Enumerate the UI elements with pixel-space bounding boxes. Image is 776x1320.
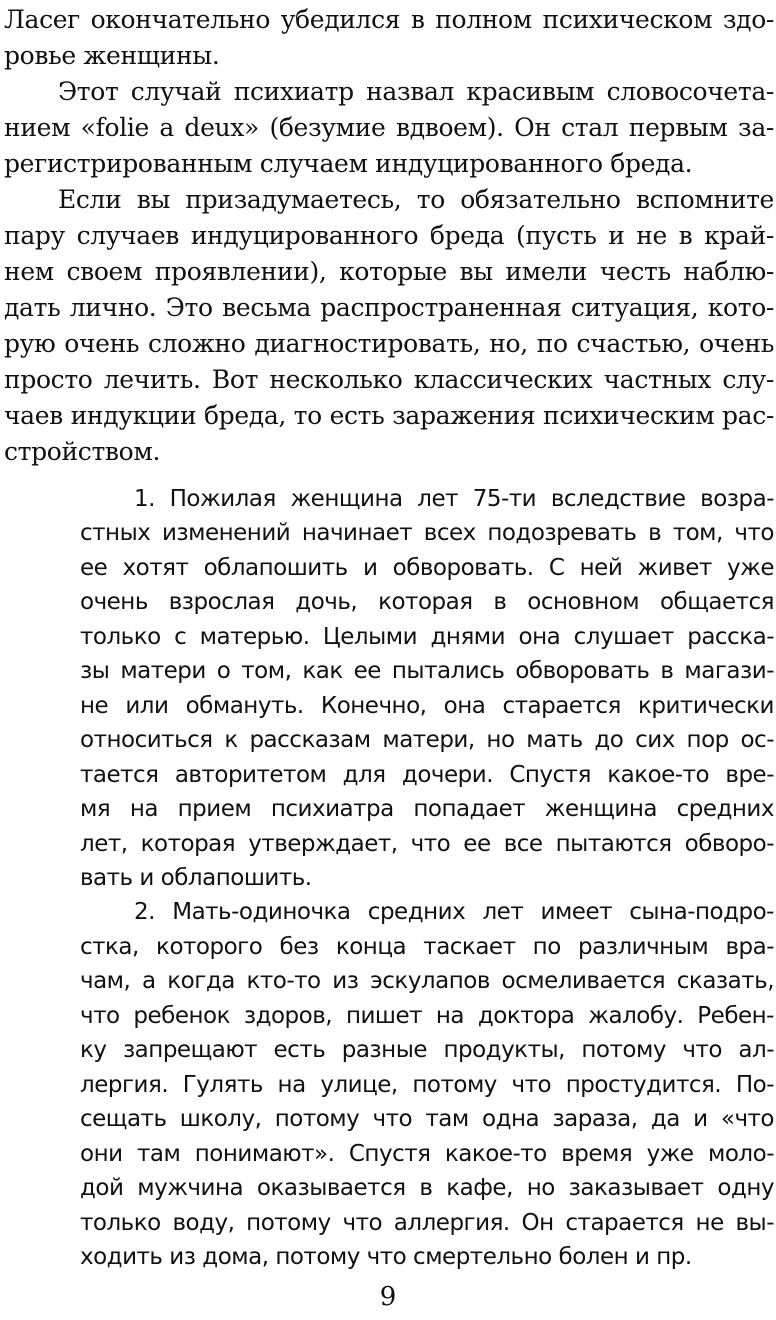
- text-line: относиться к рассказам матери, но мать до сих пор ос-: [80, 727, 774, 753]
- text-line: только воду, потому что аллергия. Он старается не вы-: [80, 1210, 774, 1236]
- text-line: дой мужчина оказывается в кафе, но заказывает одну: [80, 1175, 774, 1201]
- text-line: лергия. Гулять на улице, потому что простудится. По-: [80, 1072, 774, 1098]
- text-line: дать лично. Это весьма распространенная ситуация, кото-: [4, 293, 774, 322]
- text-line: ее хотят облапошить и обворовать. С ней живет уже: [80, 555, 774, 581]
- text-line: что ребенок здоров, пишет на доктора жалобу. Ребен-: [80, 1003, 774, 1029]
- text-line: лет, которая утверждает, что ее все пытаются обворо-: [80, 831, 774, 857]
- list-item-2-line: 2. Мать-одиночка средних лет имеет сына-подро-: [134, 899, 774, 925]
- text-line: мя на прием психиатра попадает женщина средних: [80, 796, 774, 822]
- text-line: стных изменений начинает всех подозревать в том, что: [80, 520, 774, 546]
- text-line: регистрированным случаем индуцированного бреда.: [4, 149, 693, 178]
- text-line: Если вы призадумаетесь, то обязательно вспомните: [58, 185, 774, 214]
- text-line: нием «folie a deux» (безумие вдвоем). Он стал первым за-: [4, 113, 774, 142]
- page-number: 9: [379, 1282, 397, 1312]
- text-line: они там понимают». Спустя какое-то время уже моло-: [80, 1141, 774, 1167]
- text-line: ку запрещают есть разные продукты, потому что ал-: [80, 1037, 774, 1063]
- text-line: сещать школу, потому что там одна зараза, да и «что: [80, 1106, 774, 1132]
- text-line: чаев индукции бреда, то есть заражения психическим рас-: [4, 401, 774, 430]
- text-line: вать и облапошить.: [80, 865, 312, 891]
- text-line: просто лечить. Вот несколько классических частных слу-: [4, 365, 774, 394]
- text-line: стройством.: [4, 437, 161, 466]
- text-line: стка, которого без конца таскает по различным вра-: [80, 934, 774, 960]
- text-line: очень взрослая дочь, которая в основном общается: [80, 589, 774, 615]
- text-line: зы матери о том, как ее пытались обворовать в магази-: [80, 658, 774, 684]
- text-line: чам, а когда кто-то из эскулапов осмеливается сказать,: [80, 968, 774, 994]
- text-line: тается авторитетом для дочери. Спустя какое-то вре-: [80, 762, 774, 788]
- text-line: только с матерью. Целыми днями она слушает расска-: [80, 624, 774, 650]
- text-line: Этот случай психиатр назвал красивым словосочета-: [58, 77, 774, 106]
- text-line: не или обмануть. Конечно, она старается критически: [80, 693, 774, 719]
- text-line: ровье женщины.: [4, 41, 220, 70]
- text-line: рую очень сложно диагностировать, но, по счастью, очень: [4, 329, 774, 358]
- text-line: пару случаев индуцированного бреда (пусть и не в край-: [4, 221, 774, 250]
- list-item-1-line: 1. Пожилая женщина лет 75-ти вследствие возра-: [134, 486, 774, 512]
- text-line: Ласег окончательно убедился в полном психическом здо-: [4, 5, 774, 34]
- text-line: ходить из дома, потому что смертельно болен и пр.: [80, 1244, 692, 1270]
- text-line: нем своем проявлении), которые вы имели честь наблю-: [4, 257, 774, 286]
